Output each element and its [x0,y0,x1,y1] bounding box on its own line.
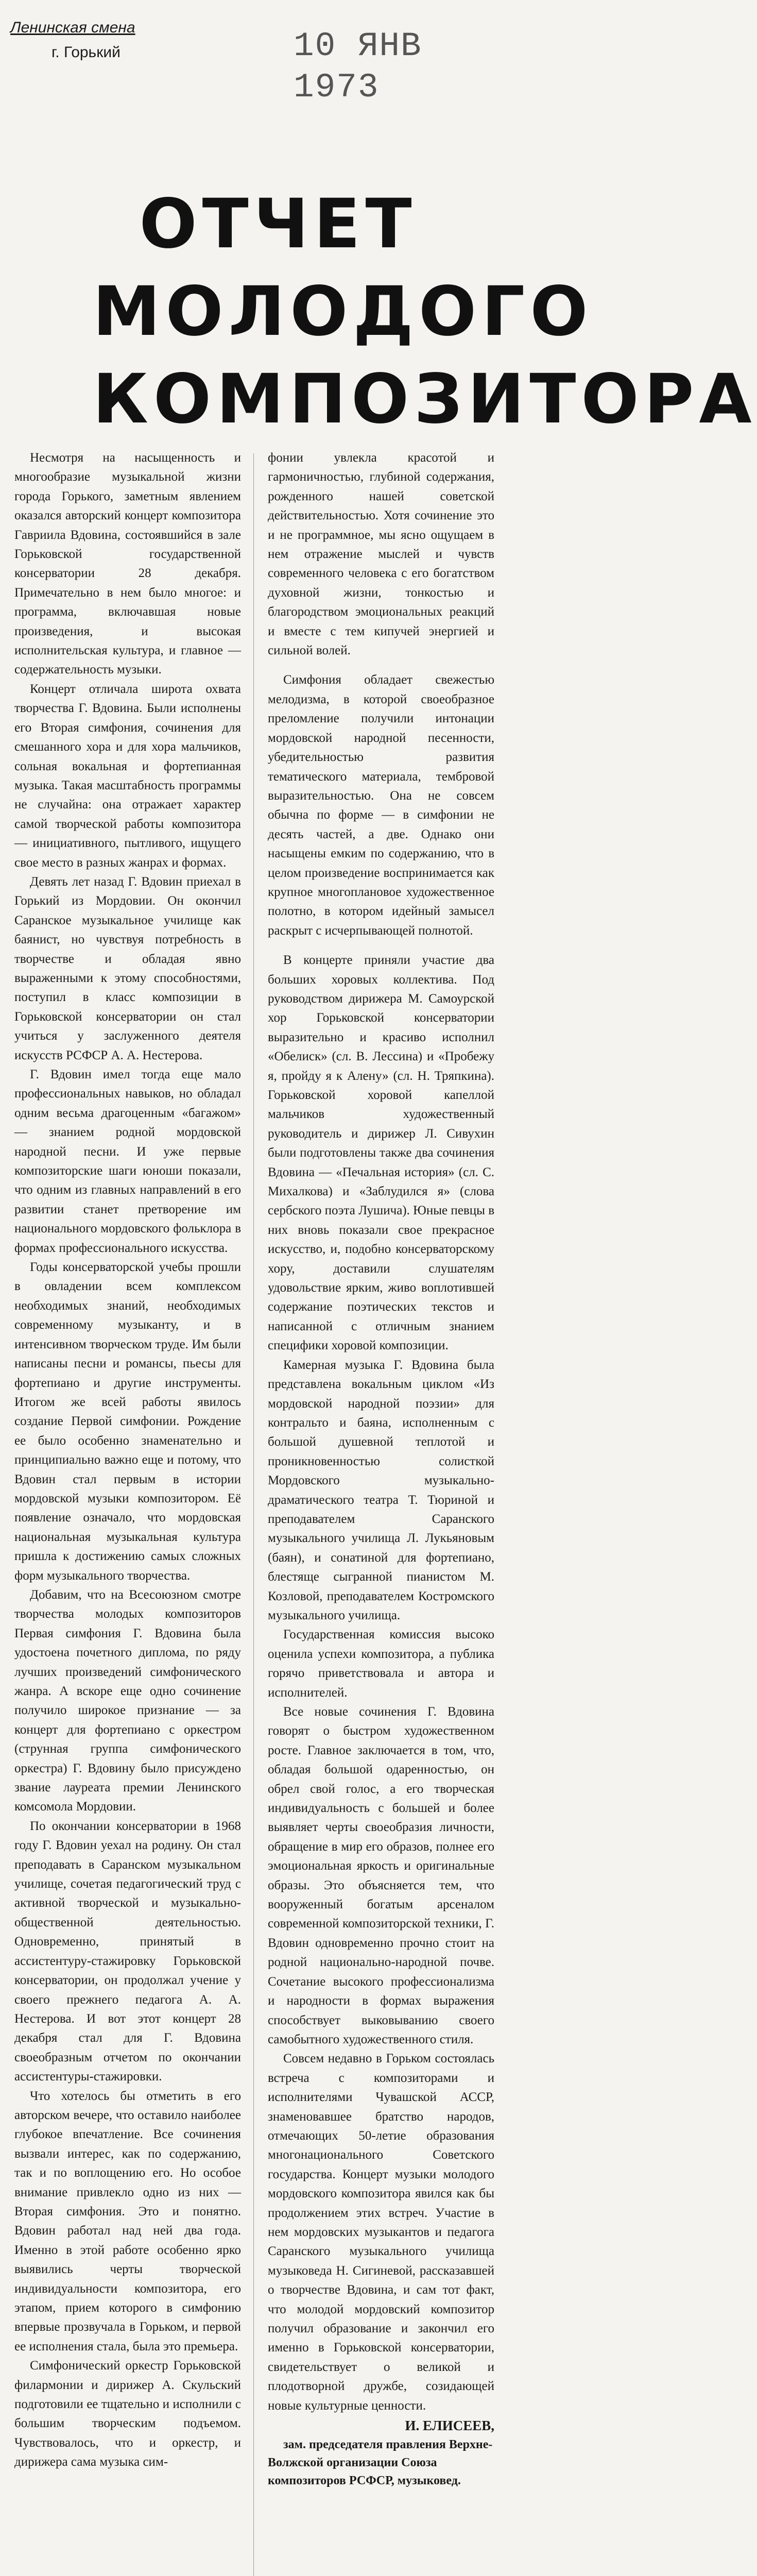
article-paragraph: Концерт отличала широта охвата творчества Г. Вдовина. Были исполнены его Вторая симфония, сочинения для смешанного хора и для хора мальчиков, сольная вокальная и фортепианная музыка. Такая масштабность программы не случайна: она отражает характер самой творческой работы композитора — инициативного, пытливого, ищущего свое место в разных жанрах и формах. [14,682,241,870]
title-line-1: ОТЧЕТ [139,184,417,264]
author-name: И. ЕЛИСЕЕВ, [405,2418,494,2434]
article-column-left [14,448,241,2576]
column-right-body [268,448,494,2415]
newspaper-name: Ленинская смена [10,19,135,36]
title-line-2: МОЛОДОГО [93,272,593,351]
article-paragraph: Годы консерваторской учебы прошли в овладении всем комплексом необходимых знаний, необходимых современному музыканту, и в интенсивном творческом труде. Им были написаны песни и романсы, пьесы для фортепиано и другие инструменты. Итогом же всей работы явилось создание Первой симфонии. Рождение ее было особенно знаменательно и принципиально важно еще и потому, что Вдовин стал первым в истории мордовской музыки композитором. Её появление означало, что мордовская национальная музыкальная культура пришла к достижению самых сложных форм музыкального творчества. [14,1260,241,1583]
article-paragraph: Добавим, что на Всесоюзном смотре творчества молодых композиторов Первая симфония Г. Вдовина была удостоена почетного диплома, по ряду лучших произведений симфонического жанра. А вскоре еще одно сочинение получило широкое признание — за концерт для фортепиано с оркестром (струнная группа симфонического оркестра) Г. Вдовину было присуждено звание лауреата премии Ленинского комсомола Мордовии. [14,1587,241,1814]
article-paragraph: Государственная комиссия высоко оценила успехи композитора, а публика горячо приветствовала и автора и исполнителей. [268,1628,494,1700]
article-paragraph: Камерная музыка Г. Вдовина была представлена вокальным циклом «Из мордовской народной поэзии» для контральто и баяна, исполненным с большой душевной теплотой и проникновенностью солисткой Мордовского музыкально-драматического театра Т. Тюриной и преподавателем Саранского музыкального училища Л. Лукьяновым (баян), и сонатиной для фортепиано, блестяще сыгранной пианистом М. Козловой, преподавателем Костромского музыкального училища. [268,1358,494,1622]
title-line-3: КОМПОЗИТОРА [93,360,757,439]
article-paragraph: Все новые сочинения Г. Вдовина говорят о быстром художественном росте. Главное заключается в том, что, обладая большой одаренностью, он обрел свой голос, а его творческая индивидуальность с большей и более выявляет черты своеобразия личности, обращение в мир его образов, полнее его эмоциональная яркость и оригинальные образы. Это объясняется тем, что вооруженный богатым арсеналом современной композиторской техники, Г. Вдовин одновременно прочно стоит на родной национально-народной почве. Сочетание высокого профессионализма и народности в формах выражения способствует выковыванию своего самобытного художественного стиля. [268,1705,494,2046]
article-paragraph: Девять лет назад Г. Вдовин приехал в Горький из Мордовии. Он окончил Саранское музыкальное училище как баянист, но чувствуя потребность в творчестве и обладая явно выраженными к этому способностями, поступил в класс композиции в Горьковской консерватории он стал учиться у заслуженного деятеля искусств РСФСР А. А. Нестерова. [14,874,241,1062]
article-paragraph: Несмотря на насыщенность и многообразие музыкальной жизни города Горького, заметным явлением оказался авторский концерт композитора Гавриила Вдовина, состоявшийся в зале Горьковской государственной консерватории 28 декабря. Примечательно в нем было многое: и программа, включавшая новые произведения, и высокая исполнительская культура, и главное — содержательность музыки. [14,451,241,677]
newspaper-stamp [10,15,149,72]
article-paragraph: Симфонический оркестр Горьковской филармонии и дирижер А. Скульский подготовили ее тщательно и исполнили с большим творческим подъемом. Чувствовалось, что и оркестр, и дирижера сама музыка сим- [14,2359,241,2469]
article-paragraph: Симфония обладает свежестью мелодизма, в которой своеобразное преломление получили интонации мордовской народной песенности, убедительностью развития тематического материала, тембровой выразительностью. Она не совсем обычна по форме — в симфонии не десять частей, а две. Однако они насыщены емким по содержанию, что в целом произведение воспринимается как крупное многоплановое художественное полотно, в котором идейный замысел раскрыт с исчерпывающей полнотой. [268,673,494,938]
author-title: зам. председателя правления Верхне-Волжской организации Союза композиторов РСФСР, музыковед. [268,2438,493,2488]
article-paragraph: Что хотелось бы отметить в его авторском вечере, что оставило наиболее глубокое впечатление. Все сочинения вызвали интерес, как по содержанию, так и по воплощению его. Но особое внимание привлекло одно из них — Вторая симфония. Это и понятно. Вдовин работал над ней два года. Именно в этой работе особенно ярко выявились черты творческой индивидуальности композитора, его этапом, прием которого в симфонию впервые прозвучала в Горьком, и первой ее исполнения стала, была это премьера. [14,2089,241,2353]
column-divider [253,453,254,2576]
newspaper-city: г. Горький [51,44,121,61]
article-paragraph: По окончании консерватории в 1968 году Г. Вдовин уехал на родину. Он стал преподавать в Саранском музыкальном училище, сочетая педагогический труд с активной творческой и музыкально-общественной деятельностью. Одновременно, принятый в ассистентуру-стажировку Горьковской консерватории, он продолжал учение у своего прежнего педагога А. А. Нестерова. И вот этот концерт 28 декабря стал для Г. Вдовина своеобразным отчетом по окончании ассистентуры-стажировки. [14,1819,241,2084]
article-paragraph: Совсем недавно в Горьком состоялась встреча с композиторами и исполнителями Чувашской АССР, знаменовавшее братство народов, отмечающих 50-летие образования многонационального Советского государства. Концерт музыки молодого мордовского композитора явился как бы продолжением этих встреч. Участие в нем мордовских музыкантов и педагога Саранского музыкального училища музыковеда Н. Сигиневой, рассказавшей о творчестве Вдовина, и сам тот факт, что молодой мордовский композитор получил образование и закончил его именно в Горьковской консерватории, свидетельствует о великой и плодотворной дружбе, созидающей новые культурные ценности. [268,2052,494,2413]
clipping-date: 10 ЯНВ 1973 [294,27,422,107]
article-paragraph: Г. Вдовин имел тогда еще мало профессиональных навыков, но обладал одним весьма драгоценным «багажом» — знанием родной мордовской народной песни. И уже первые композиторские шаги юноши показали, что одним из главных направлений в его развитии станет претворение им национального мордовского фольклора в формах профессионального искусства. [14,1067,241,1255]
article-column-right [268,448,494,2576]
article-paragraph: фонии увлекла красотой и гармоничностью, глубиной содержания, рожденного нашей советской действительностью. Хотя сочинение это и не программное, мы ясно ощущаем в нем отражение мыслей и чувств современного человека с его богатством духовной жизни, тонкостью и благородством эмоциональных реакций и вместе с тем кипучей энергией и сильной волей. [268,451,494,658]
article-paragraph: В концерте приняли участие два больших хоровых коллектива. Под руководством дирижера М. Самоурской хор Горьковской консерватории выразительно и красиво исполнил «Обелиск» (сл. В. Лессина) и «Пробежу я, пройду я к Алену» (сл. Н. Тряпкина). Горьковской хоровой капеллой мальчиков художественный руководитель и дирижер Л. Сивухин были подготовлены также два сочинения Вдовина — «Печальная история» (сл. С. Михалкова) и «Заблудился я» (слова сербского поэта Лушича). Юные певцы в них вновь показали свое прекрасное искусство, и, подобно консерваторскому хору, доставили слушателям удовольствие ярким, живо воплотившей содержание поэтических текстов и написанной с отличным знанием специфики хоровой композиции. [268,953,494,1353]
article-title [93,180,757,443]
